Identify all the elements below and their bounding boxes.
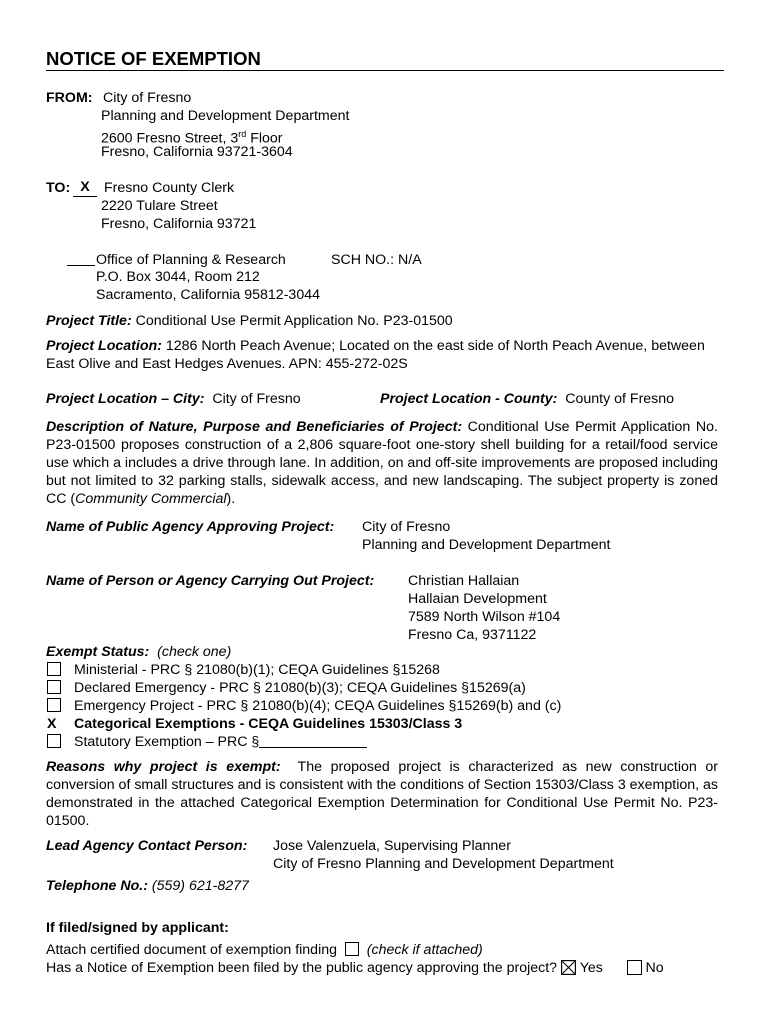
telephone-row (46, 877, 249, 895)
exempt-status-label: Exempt Status: (46, 644, 150, 660)
exempt-status-heading (46, 643, 231, 661)
from-line-1: City of Fresno (103, 90, 192, 106)
to-county-check-mark: X (73, 179, 97, 197)
filed-question: Has a Notice of Exemption been filed by the public agency approving the project? (46, 960, 558, 976)
project-title-label: Project Title (46, 313, 127, 329)
location-county-row (380, 390, 674, 408)
from-label: FROM: (46, 90, 93, 106)
attach-row (46, 941, 483, 959)
from-floor-suffix: rd (238, 129, 247, 139)
attach-hint: (check if attached) (366, 942, 483, 958)
approving-agency-line-1: City of Fresno (362, 519, 451, 535)
statutory-exemption-option (74, 733, 367, 751)
contact-label: Lead Agency Contact Person: (46, 838, 248, 854)
to-county-line-1: Fresno County Clerk (104, 180, 235, 196)
project-title-value: Conditional Use Permit Application No. P23-01500 (135, 313, 453, 329)
location-county-label: Project Location - County: (380, 391, 558, 407)
carrying-out-line-2: Hallaian Development (408, 591, 547, 607)
description-zone: Community Commercial (75, 491, 227, 507)
emergency-project-checkbox[interactable] (47, 698, 61, 712)
telephone-label: Telephone No.: (46, 878, 148, 894)
contact-line-1: Jose Valenzuela, Supervising Planner (273, 838, 511, 854)
declared-emergency-option: Declared Emergency - PRC § 21080(b)(3); CEQA Guidelines §15269(a) (74, 680, 526, 696)
approving-agency-label: Name of Public Agency Approving Project: (46, 519, 335, 535)
ministerial-checkbox[interactable] (47, 662, 61, 676)
opr-check-blank[interactable] (67, 264, 95, 266)
no-checkbox[interactable] (627, 960, 642, 975)
applicant-heading: If filed/signed by applicant: (46, 920, 229, 936)
statutory-exemption-checkbox[interactable] (47, 734, 61, 748)
ministerial-option: Ministerial - PRC § 21080(b)(1); CEQA Guidelines §15268 (74, 662, 440, 678)
project-location-label: Project Location (46, 338, 158, 354)
location-city-label: Project Location – City: (46, 391, 205, 407)
attach-text: Attach certified document of exemption finding (46, 942, 338, 958)
contact-line-2: City of Fresno Planning and Development Department (273, 856, 614, 872)
declared-emergency-checkbox[interactable] (47, 680, 61, 694)
project-location-value: 1286 North Peach Avenue; Located on the east side of North Peach Avenue, between East Olive and East Hedges Avenues. APN: 455-272-02S (46, 338, 705, 372)
reasons-row (46, 758, 718, 830)
description-row: Description of Nature, Purpose and Beneficiaries of Project: Conditional Use Permit Application No. P23-01500 proposes construction of a 2,806 square-foot one-story shell building for a retail/food service use which a includes a drive through lane. In addition, on and off-site improvements are proposed including but not limited to 32 parking stalls, sidewalk access, and new landscaping. The subject property is zoned CC (Community Commercial). (46, 419, 718, 507)
project-title-row: Project Title: Conditional Use Permit Application No. P23-01500 (46, 313, 453, 329)
carrying-out-line-4: Fresno Ca, 9371122 (408, 627, 537, 643)
to-county-line-3: Fresno, California 93721 (101, 216, 257, 232)
from-floor-word: Floor (246, 130, 283, 147)
from-line-4: Fresno, California 93721-3604 (101, 144, 293, 160)
reasons-value: The proposed project is characterized as new construction or conversion of small structures and is consistent with the conditions of Section 15303/Class 3 exemption, as demonstrated in the attached Categorical Exemption Determination for Conditional Use Permit No. P23-01500. (46, 759, 718, 829)
project-location-row: Project Location: 1286 North Peach Avenue; Located on the east side of North Peach Avenue, between East Olive and East Hedges Avenues. APN: 455-272-02S (46, 338, 705, 372)
sch-number: SCH NO.: N/A (331, 252, 422, 268)
description-value: Conditional Use Permit Application No. P23-01500 proposes construction of a 2,806 square-foot one-story shell building for a retail/food service use which a includes a drive through lane. In addition, on and off-site improvements are proposed including but not limited to 32 parking stalls, sidewalk access, and new landscaping. The subject property is zoned CC ( (46, 419, 718, 507)
yes-label: Yes (579, 960, 603, 976)
approving-agency-line-2: Planning and Development Department (362, 537, 611, 553)
opr-line-3: Sacramento, California 95812-3044 (96, 287, 320, 303)
categorical-exemption-option: Categorical Exemptions - CEQA Guidelines 15303/Class 3 (74, 716, 463, 732)
location-city-row (46, 390, 301, 408)
reasons-label: Reasons why project is exempt: (46, 759, 281, 775)
statutory-exemption-text: Statutory Exemption – PRC § (74, 734, 260, 750)
carrying-out-line-3: 7589 North Wilson #104 (408, 609, 561, 625)
opr-line-1: Office of Planning & Research (96, 252, 286, 268)
filed-row (46, 959, 664, 977)
description-label: Description of Nature, Purpose and Beneficiaries of Project (46, 419, 458, 435)
from-line-2: Planning and Development Department (101, 108, 350, 124)
opr-line-2: P.O. Box 3044, Room 212 (96, 269, 260, 285)
from-address-street: 2600 Fresno Street, 3 (101, 130, 239, 147)
to-label: TO: (46, 180, 71, 196)
attach-checkbox[interactable] (345, 942, 359, 956)
yes-checkbox[interactable] (561, 960, 576, 975)
checked-box-icon (561, 960, 576, 975)
document-title: NOTICE OF EXEMPTION (46, 48, 724, 71)
telephone-value: (559) 621-8277 (151, 878, 249, 894)
to-county-line-2: 2220 Tulare Street (101, 198, 218, 214)
carrying-out-label: Name of Person or Agency Carrying Out Project: (46, 573, 375, 589)
statutory-exemption-blank[interactable] (259, 733, 367, 748)
no-label: No (645, 960, 664, 976)
carrying-out-line-1: Christian Hallaian (408, 573, 520, 589)
description-end: ). (226, 491, 236, 507)
exempt-status-hint: (check one) (157, 644, 232, 660)
emergency-project-option: Emergency Project - PRC § 21080(b)(4); CEQA Guidelines §15269(b) and (c) (74, 698, 562, 714)
location-county-value: County of Fresno (565, 391, 675, 407)
categorical-exemption-mark[interactable]: X (47, 716, 57, 732)
location-city-value: City of Fresno (212, 391, 301, 407)
